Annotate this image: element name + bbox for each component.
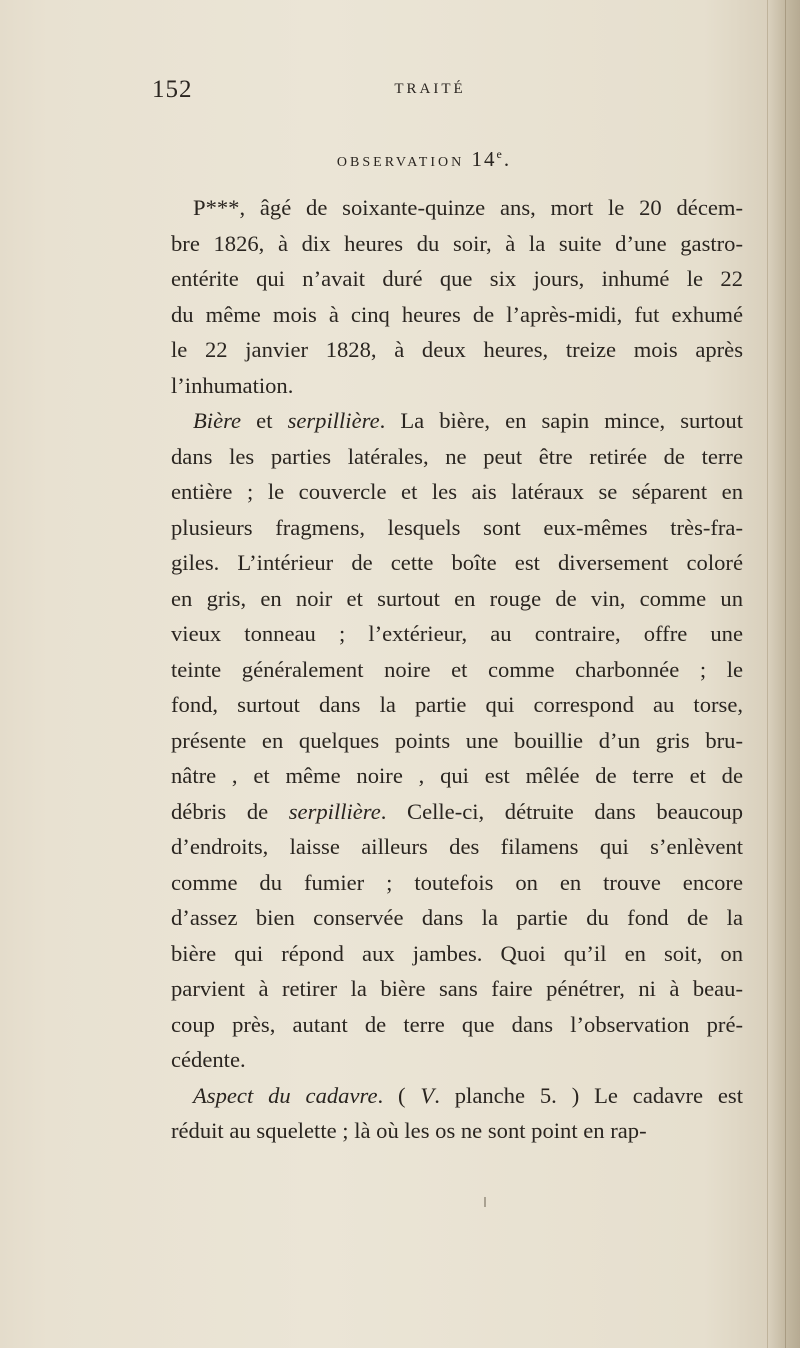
text-line [171,190,743,226]
page-edge-line [785,0,786,1348]
observation-suffix: e [496,147,504,161]
observation-number: 14 [471,147,497,171]
text-run: bre 1826, à dix heures du soir, à la suite d’une gastro- [171,230,743,256]
text-run: en gris, en noir et surtout en rouge de vin, comme un [171,585,743,611]
text-run: entérite qui n’avait duré que six jours, inhumé le 22 [171,266,743,291]
paragraph-p1 [171,190,743,403]
text-run: l’inhumation. [171,372,294,398]
text-run: cédente. [171,1047,246,1072]
text-line [171,332,743,368]
page-number: 152 [152,76,193,103]
text-run: le 22 janvier 1828, à deux heures, treize mois après [171,337,743,362]
text-run: comme du fumier ; toutefois on en trouve encore [171,869,743,895]
running-head: TRAITÉ [394,81,466,97]
text-run: vieux tonneau ; l’extérieur, au contraire, offre une [171,621,743,646]
text-run: . planche 5. ) Le cadavre est [434,1082,743,1108]
observation-heading: OBSERVATION 14e. [336,147,512,171]
text-run: plusieurs fragmens, lesquels sont eux-mêmes très-fra- [171,514,743,540]
text-run: coup près, autant de terre que dans l’observation pré- [171,1011,743,1037]
text-line [171,865,743,901]
text-line [171,581,743,617]
text-line [171,616,743,652]
text-run: . Celle-ci, détruite dans beaucoup [380,798,743,824]
text-line [171,1113,743,1149]
text-line [171,1007,743,1043]
observation-label: OBSERVATION [336,155,465,170]
text-run: entière ; le couvercle et les ais latéraux se séparent en [171,479,743,504]
text-line [171,687,743,723]
text-run: P***, âgé de soixante-quinze ans, mort le 20 décem- [193,195,743,220]
text-line [171,1042,743,1078]
text-line [171,403,743,439]
italic-run: serpillière [287,408,380,433]
text-line [171,439,743,475]
stray-mark [484,1197,486,1207]
text-line [171,261,743,297]
text-line [171,1078,743,1114]
text-line [171,297,743,333]
text-run: présente en quelques points une bouillie d’un gris bru- [171,727,743,753]
text-run: . La bière, en sapin mince, surtout [379,408,743,433]
body-text [171,190,743,1149]
page-edge-shadow [767,0,800,1348]
text-line [171,758,743,794]
text-line [171,936,743,972]
text-run: nâtre , et même noire , qui est mêlée de terre et de [171,763,743,788]
text-run: dans les parties latérales, ne peut être retirée de terre [171,443,743,469]
text-line [171,474,743,510]
text-run: réduit au squelette ; là où les os ne sont point en rap- [171,1118,647,1143]
paragraph-p2 [171,403,743,1078]
italic-run: serpillière [288,798,381,824]
text-run: et [241,408,288,433]
text-run: . ( [377,1082,421,1108]
text-line [171,971,743,1007]
text-line [171,545,743,581]
paragraph-p3 [171,1078,743,1149]
text-run: bière qui répond aux jambes. Quoi qu’il en soit, on [171,940,743,966]
text-line [171,900,743,936]
text-run: giles. L’intérieur de cette boîte est diversement coloré [171,550,743,575]
italic-run: Bière [193,408,242,433]
text-line [171,794,743,830]
italic-run: Aspect du cadavre [193,1082,378,1108]
text-line [171,652,743,688]
text-run: d’assez bien conservée dans la partie du fond de la [171,905,743,930]
text-line [171,226,743,262]
text-run: d’endroits, laisse ailleurs des filamens qui s’enlèvent [171,834,743,859]
text-run: débris de [171,798,289,824]
text-line [171,723,743,759]
italic-run: V [420,1082,435,1108]
text-run: parvient à retirer la bière sans faire pénétrer, ni à beau- [171,976,743,1001]
text-run: du même mois à cinq heures de l’après-midi, fut exhumé [171,301,743,327]
text-line [171,510,743,546]
text-line [171,829,743,865]
text-line [171,368,743,404]
text-run: fond, surtout dans la partie qui correspond au torse, [171,692,743,717]
text-run: teinte généralement noire et comme charbonnée ; le [171,656,743,682]
